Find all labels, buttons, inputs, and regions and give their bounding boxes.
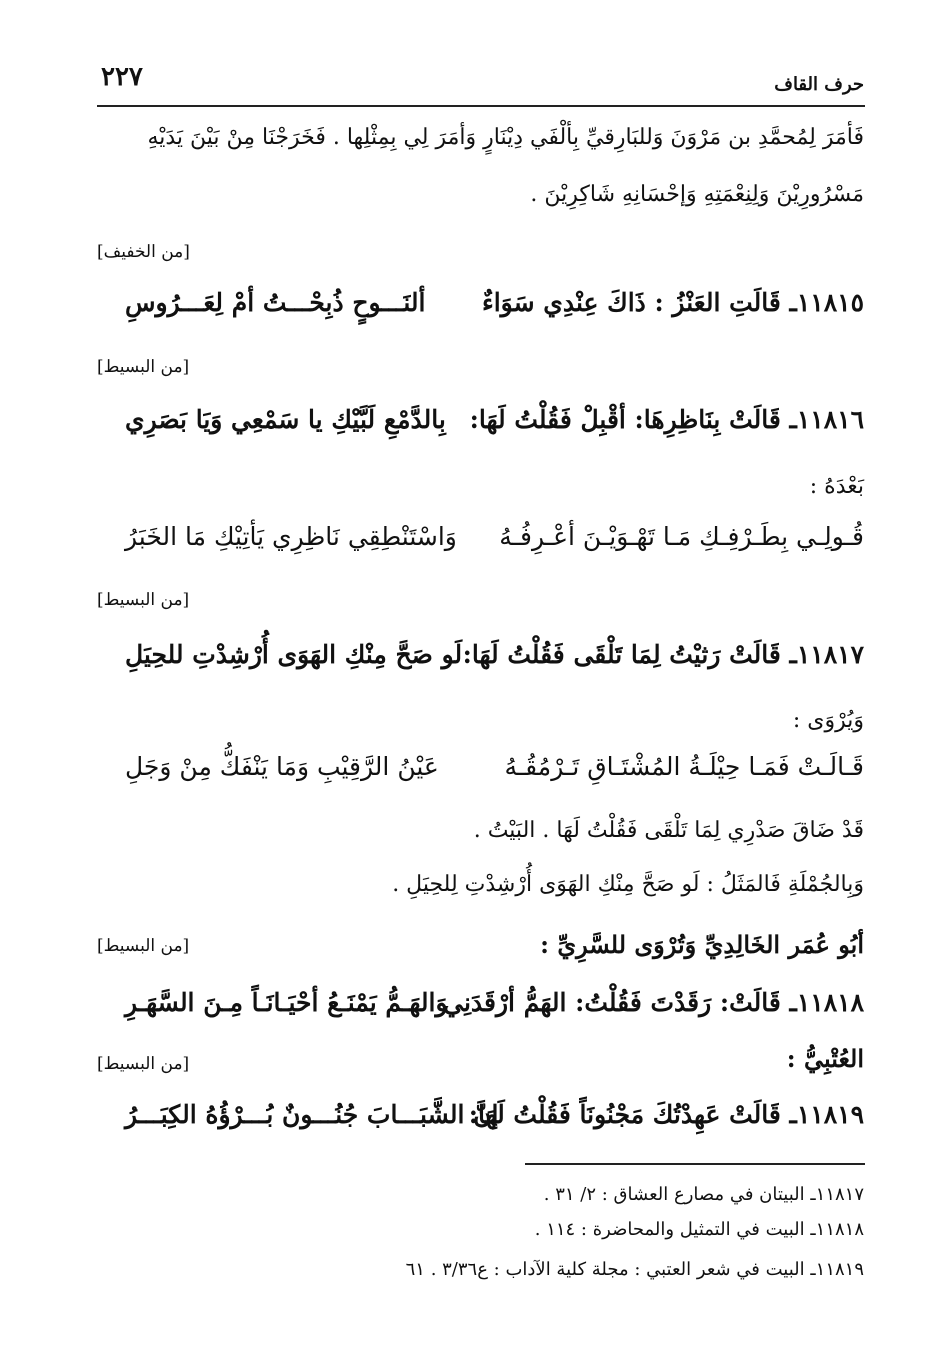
meter-label: [من الخفيف] [97,242,190,262]
verse-first-hemistich: ١١٨١٨ـ قَالَتْ: رَقَدْتَ فَقُلْتُ: الهَمُّ أرْقَدَنِي [443,988,864,1017]
intro-line-1: فَأمَرَ لِمُحمَّدِ بن مَرْوَنَ وَللبَارِقيِّ بِألْفَي دِيْنَارٍ وَأمَرَ لِي بِمِثْلِها . فَخَرَجْنَا مِنْ بَيْنَ يَدَيْهِ [147,125,864,150]
footnote: ١١٨١٧ـ البيتان في مصارع العشاق : ٢/ ٣١ . [543,1184,864,1205]
verse-second-hemistich: إنَّ الشَّبَـــابَ جُنُـــونٌ بُـــرْؤُهُ الكِبَـــرُ [125,1100,499,1129]
poet-name: العُتْبِيُّ : [786,1044,864,1073]
poet-name: أبُو عُمَر الخَالِدِيِّ وَتُرْوَى للسَّرِيِّ : [540,930,864,959]
header-divider [97,105,865,107]
verse-first-hemistich: قُـولِـي بِطَـرْفِـكِ مَـا تَهْـوَيْـنَ أعْـرِفُـهُ [499,522,864,551]
prose-line: قَدْ ضَاقَ صَدْرِي لِمَا تَلْقَى فَقُلْتُ لَهَا . البَيْتُ . [473,818,864,843]
verse-second-hemistich: بِالدَّمْعِ لَبَّيْكِ يا سَمْعِي وَيَا بَصَرِي [125,405,446,434]
verse-second-hemistich: ألنَـــوحٍ ذُبِحْـــتُ أمْ لِعَـــرُوسِ [125,288,426,317]
prose-line: وَبِالجُمْلَةِ فَالمَثَلُ : لَو صَحَّ مِنْكِ الهَوَى أُرْشِدْتِ لِلحِيَلِ . [392,872,864,897]
verse-first-hemistich: قَـالَـتْ فَمَـا حِيْلَـةُ المُشْتَـاقِ تَـرْمُقُـهُ [504,752,864,781]
meter-label: [من البسيط] [97,357,190,377]
verse-first-hemistich: ١١٨١٦ـ قَالَتْ بِنَاظِرِهَا: أقْبِلْ فَقُلْتُ لَهَا: [469,405,864,434]
verse-second-hemistich: عَيْنُ الرَّقِيْبِ وَمَا يَنْفَكُّ مِنْ وَجَلِ [125,752,439,781]
meter-label: [من البسيط] [97,1054,190,1074]
verse-second-hemistich: وَاسْتَنْطِقِي نَاظِرِي يَأتِيْكِ مَا الخَبَرُ [125,522,457,551]
meter-label: [من البسيط] [97,590,190,610]
page-number: ٢٢٧ [101,62,143,92]
intro-line-2: مَسْرُورِيْنَ وَلِنِعْمَتِهِ وَإحْسَانِهِ شَاكِرِيْنَ . [530,182,864,207]
verse-second-hemistich: وَالهَـمُّ يَمْنَـعُ أحْيَـانَـاً مِـنَ السَّهَـرِ [125,988,448,1017]
footnote-divider [525,1163,865,1165]
verse-first-hemistich: ١١٨١٥ـ قَالَتِ العَنْزُ : ذَاكَ عِنْدِي سَوَاءٌ [481,288,864,317]
after-label: بَعْدَهُ : [809,474,864,499]
footnote: ١١٨١٩ـ البيت في شعر العتبي : مجلة كلية الآداب : ع٣/٣٦ . ٦١ [405,1259,864,1280]
verse-second-hemistich: لَو صَحَّ مِنْكِ الهَوَى أُرْشِدْتِ للحِيَلِ [125,640,463,669]
verse-first-hemistich: ١١٨١٧ـ قَالَتْ رَثيْتُ لِمَا تَلْقَى فَقُلْتُ لَهَا: [462,640,864,669]
meter-label: [من البسيط] [97,936,190,956]
footnote: ١١٨١٨ـ البيت في التمثيل والمحاضرة : ١١٤ . [534,1219,864,1240]
verse-first-hemistich: ١١٨١٩ـ قَالَتْ عَهِدْتُكَ مَجْنُونَاً فَقُلْتُ لَهَا: [468,1100,864,1129]
chapter-title: حرف القاف [774,74,864,95]
after-label: وَيُرْوَى : [792,708,864,733]
